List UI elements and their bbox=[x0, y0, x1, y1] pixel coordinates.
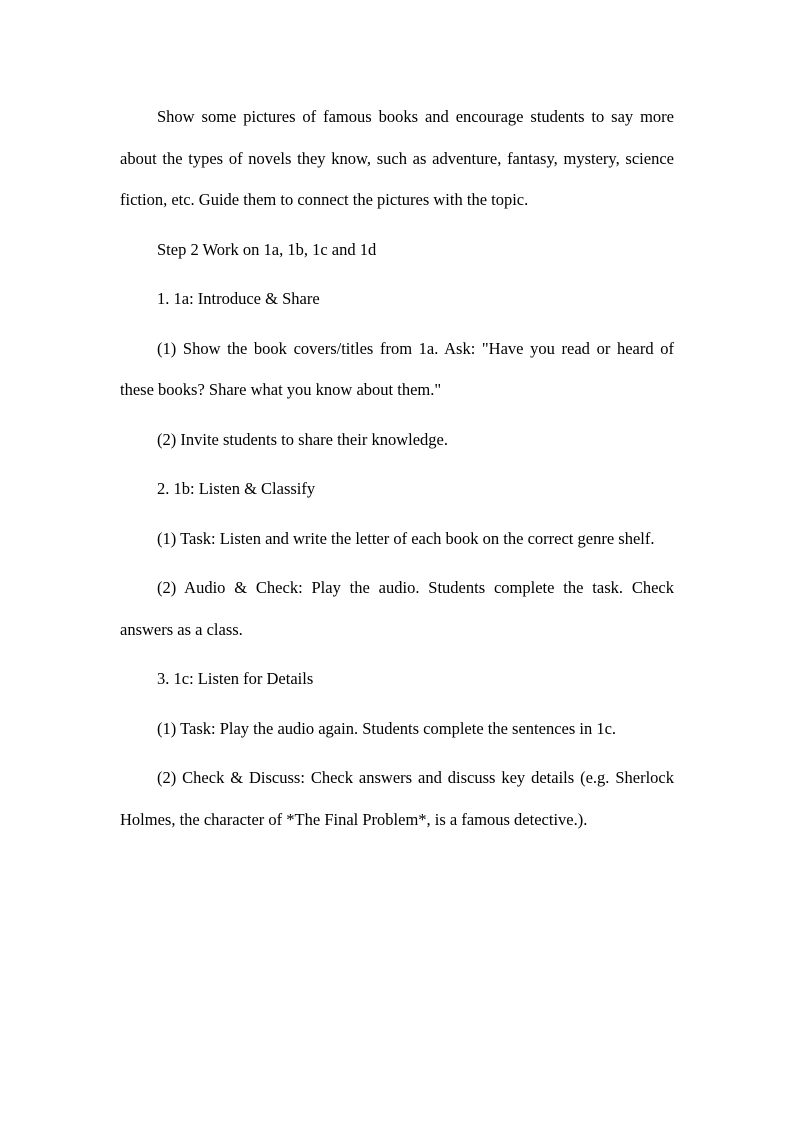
1b-item-1: (1) Task: Listen and write the letter of each book on the correct genre shelf. bbox=[157, 528, 655, 548]
1b-item-2: (2) Audio & Check: Play the audio. Students complete the task. Check answers as a class. bbox=[120, 578, 674, 639]
1a-item-2: (2) Invite students to share their knowledge. bbox=[157, 429, 448, 449]
step-heading: Step 2 Work on 1a, 1b, 1c and 1d bbox=[157, 239, 377, 259]
section-heading-1c: 3. 1c: Listen for Details bbox=[157, 669, 314, 688]
1a-item-1: (1) Show the book covers/titles from 1a. Ask: "Have you read or heard of these books? Share what you know about them." bbox=[120, 338, 674, 399]
section-heading-1a: 1. 1a: Introduce & Share bbox=[157, 289, 320, 308]
section-heading-1b: 2. 1b: Listen & Classify bbox=[157, 479, 316, 498]
document-body bbox=[120, 96, 674, 840]
intro-paragraph: Show some pictures of famous books and encourage students to say more about the types of novels they know, such as adventure, fantasy, mystery, science fiction, etc. Guide them to connect the pictures with the topic. bbox=[120, 107, 674, 209]
1c-item-2: (2) Check & Discuss: Check answers and discuss key details (e.g. Sherlock Holmes, the character of *The Final Problem*, is a famous detective.). bbox=[120, 768, 674, 829]
1c-item-1: (1) Task: Play the audio again. Students complete the sentences in 1c. bbox=[157, 718, 617, 738]
